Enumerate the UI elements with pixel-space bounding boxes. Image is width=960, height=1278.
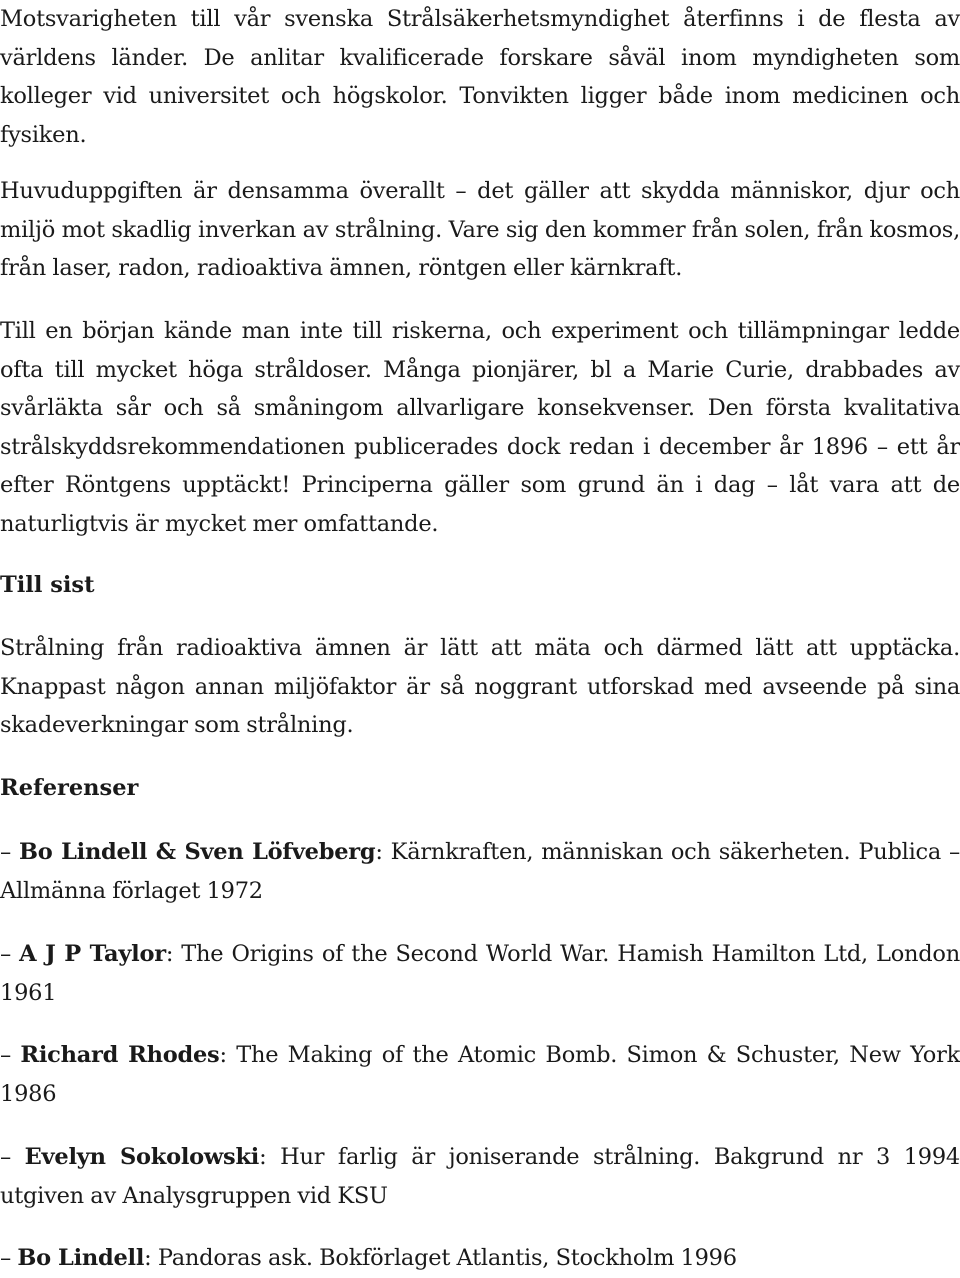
reference-author: A J P Taylor (19, 941, 166, 967)
reference-author: Evelyn Sokolowski (24, 1144, 260, 1170)
paragraph-till-sist: Strålning från radioaktiva ämnen är lätt att mäta och därmed lätt att upptäcka. Knappast någon annan miljöfaktor är så noggrant utforskad med avseende på sina skadeverkningar som strålning. (0, 635, 960, 738)
paragraph-counterparts: Motsvarigheten till vår svenska Strålsäkerhetsmyndighet återfinns i de flesta av världens länder. De anlitar kvalificerade forskare såväl inom myndigheten som kolleger vid universitet och högskolor. Tonvikten ligger både inom medicinen och fysiken. (0, 6, 960, 148)
reference-dash: – (0, 1144, 11, 1170)
reference-separator: : (259, 1144, 267, 1170)
reference-item (0, 1239, 960, 1278)
reference-dash: – (0, 1042, 11, 1068)
reference-separator: : (144, 1245, 152, 1271)
paragraph-main-task: Huvuduppgiften är densamma överallt – det gäller att skydda människor, djur och miljö mot skadlig inverkan av strålning. Vare sig den kommer från solen, från kosmos, från laser, radon, radioaktiva ämnen, röntgen eller kärnkraft. (0, 178, 960, 281)
reference-item (0, 935, 960, 1012)
reference-title: Hur farlig är joniserande strålning. Bakgrund nr 3 1994 utgiven av Analysgruppen vid KSU (0, 1144, 960, 1209)
reference-title: Kärnkraften, människan och säkerheten. Publica – Allmänna förlaget 1972 (0, 839, 960, 904)
reference-separator: : (375, 839, 383, 865)
reference-dash: – (0, 941, 11, 967)
reference-author: Bo Lindell & Sven Löfveberg (18, 839, 376, 865)
reference-separator: : (219, 1042, 227, 1068)
reference-item (0, 1036, 960, 1113)
section-heading-referenser: Referenser (0, 775, 139, 801)
reference-separator: : (165, 941, 174, 967)
reference-item (0, 833, 960, 910)
section-heading-till-sist: Till sist (0, 572, 95, 598)
reference-title: Pandoras ask. Bokförlaget Atlantis, Stockholm 1996 (157, 1245, 737, 1271)
reference-dash: – (0, 1245, 11, 1271)
reference-dash: – (0, 839, 11, 865)
reference-title: The Origins of the Second World War. Hamish Hamilton Ltd, London 1961 (0, 941, 960, 1006)
reference-author: Bo Lindell (17, 1245, 145, 1271)
reference-item (0, 1138, 960, 1215)
reference-author: Richard Rhodes (20, 1042, 220, 1068)
paragraph-early-risks: Till en början kände man inte till riskerna, och experiment och tillämpningar ledde ofta till mycket höga stråldoser. Många pionjärer, bl a Marie Curie, drabbades av svårläkta sår och så småningom allvarligare konsekvenser. Den första kvalitativa strålskyddsrekommendationen publicerades dock redan i december år 1896 – ett år efter Röntgens upptäckt! Principerna gäller som grund än i dag – låt vara att de naturligtvis är mycket mer omfattande. (0, 318, 960, 537)
reference-title: The Making of the Atomic Bomb. Simon & Schuster, New York 1986 (0, 1042, 960, 1107)
